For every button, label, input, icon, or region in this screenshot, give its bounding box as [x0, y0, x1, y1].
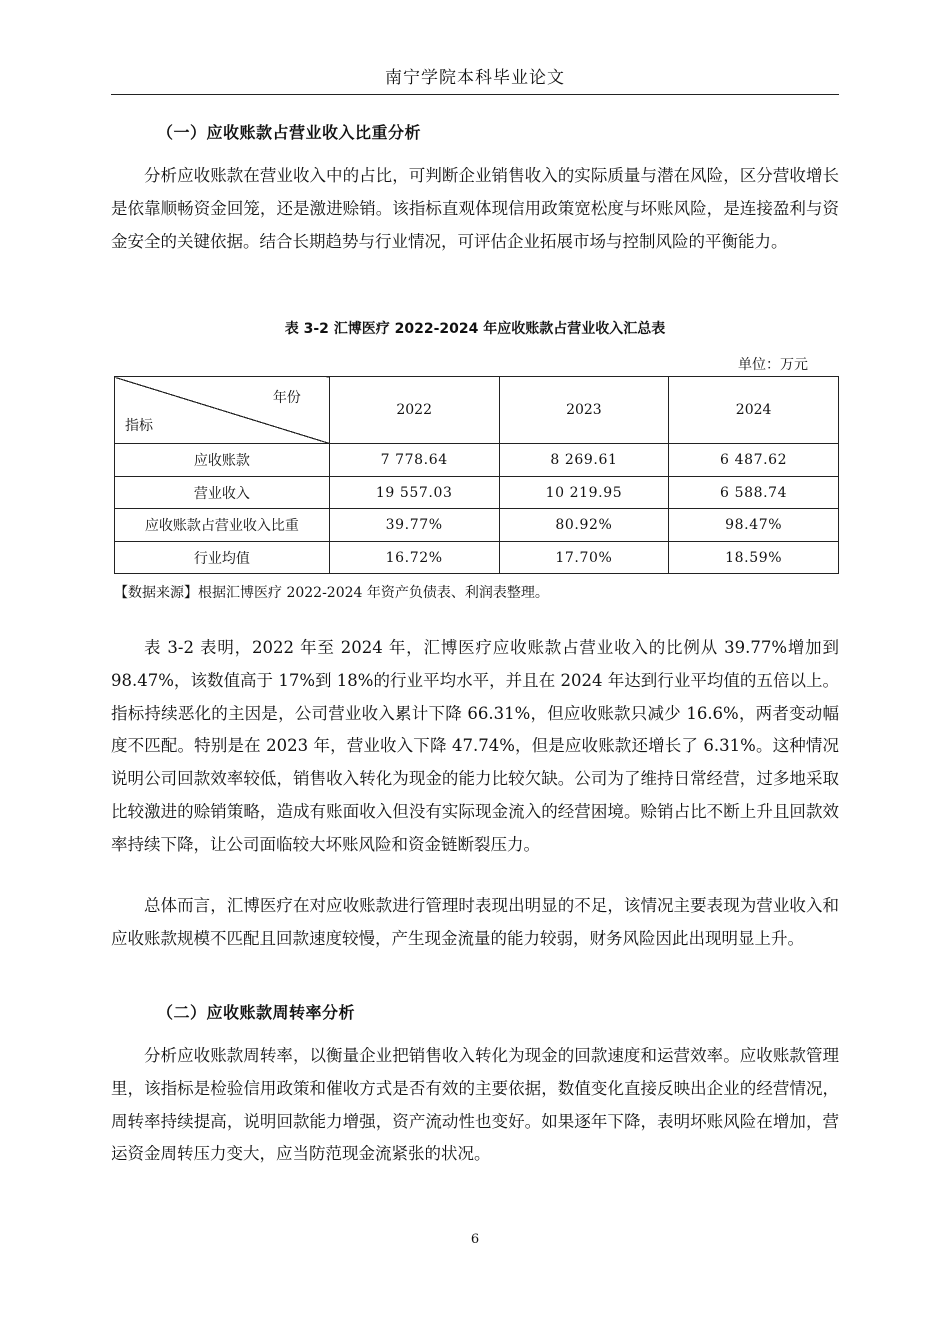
corner-year-label: 年份: [272, 390, 301, 406]
table-cell: 6 588.74: [669, 477, 839, 509]
table-cell: 8 269.61: [499, 444, 669, 477]
table-caption: 表 3-2 汇博医疗 2022-2024 年应收账款占营业收入汇总表: [284, 321, 666, 337]
table-header-row: [115, 377, 839, 444]
section-heading-2: （二）应收账款周转率分析: [157, 1003, 356, 1022]
row-label: 应收账款占营业收入比重: [115, 509, 330, 542]
table-cell: 80.92%: [499, 509, 669, 542]
table-cell: 16.72%: [329, 542, 499, 574]
table-cell: 18.59%: [669, 542, 839, 574]
year-header: 2023: [499, 377, 669, 444]
row-label: 行业均值: [115, 542, 330, 574]
summary-table: [114, 376, 839, 574]
row-label: 营业收入: [115, 477, 330, 509]
page-header: 南宁学院本科毕业论文: [111, 62, 839, 95]
table-cell: 98.47%: [669, 509, 839, 542]
table-corner-cell: [115, 377, 330, 444]
table-source-note: 【数据来源】根据汇博医疗 2022-2024 年资产负债表、利润表整理。: [114, 585, 549, 601]
table-row: [115, 509, 839, 542]
table-cell: 6 487.62: [669, 444, 839, 477]
corner-indicator-label: 指标: [125, 418, 153, 434]
table-cell: 10 219.95: [499, 477, 669, 509]
table-cell: 7 778.64: [329, 444, 499, 477]
analysis-paragraph-1: 表 3-2 表明，2022 年至 2024 年，汇博医疗应收账款占营业收入的比例从 39.77%增加到 98.47%，该数值高于 17%到 18%的行业平均水平，并且在 2024 年达到行业平均值的五倍以上。指标持续恶化的主因是，公司营业收入累计下降 66.31%，但应收账款只减少 16.6%，两者变动幅度不匹配。特别是在 2023 年，营业收入下降 47.74%，但是应收账款还增长了 6.31%。这种情况说明公司回款效率较低，销售收入转化为现金的能力比较欠缺。公司为了维持日常经营，过多地采取比较激进的赊销策略，造成有账面收入但没有实际现金流入的经营困境。赊销占比不断上升且回款效率持续下降，让公司面临较大坏账风险和资金链断裂压力。: [111, 638, 839, 854]
table-cell: 19 557.03: [329, 477, 499, 509]
section-heading-1: （一）应收账款占营业收入比重分析: [157, 123, 422, 142]
table-row: [115, 542, 839, 574]
row-label: 应收账款: [115, 444, 330, 477]
table-cell: 17.70%: [499, 542, 669, 574]
section2-intro-paragraph: 分析应收账款周转率，以衡量企业把销售收入转化为现金的回款速度和运营效率。应收账款管理里，该指标是检验信用政策和催收方式是否有效的主要依据，数值变化直接反映出企业的经营情况，周转率持续提高，说明回款能力增强，资产流动性也变好。如果逐年下降，表明坏账风险在增加，营运资金周转压力变大，应当防范现金流紧张的状况。: [111, 1046, 839, 1164]
section1-intro-paragraph: 分析应收账款在营业收入中的占比，可判断企业销售收入的实际质量与潜在风险，区分营收增长是依靠顺畅资金回笼，还是激进赊销。该指标直观体现信用政策宽松度与坏账风险，是连接盈利与资金安全的关键依据。结合长期趋势与行业情况，可评估企业拓展市场与控制风险的平衡能力。: [111, 166, 839, 251]
table-row: [115, 477, 839, 509]
analysis-paragraph-2: 总体而言，汇博医疗在对应收账款进行管理时表现出明显的不足，该情况主要表现为营业收入和应收账款规模不匹配且回款速度较慢，产生现金流量的能力较弱，财务风险因此出现明显上升。: [111, 896, 839, 948]
table-unit: 单位：万元: [738, 357, 808, 373]
year-header: 2022: [329, 377, 499, 444]
year-header: 2024: [669, 377, 839, 444]
table-cell: 39.77%: [329, 509, 499, 542]
page-number: 6: [470, 1232, 480, 1247]
table-row: [115, 444, 839, 477]
